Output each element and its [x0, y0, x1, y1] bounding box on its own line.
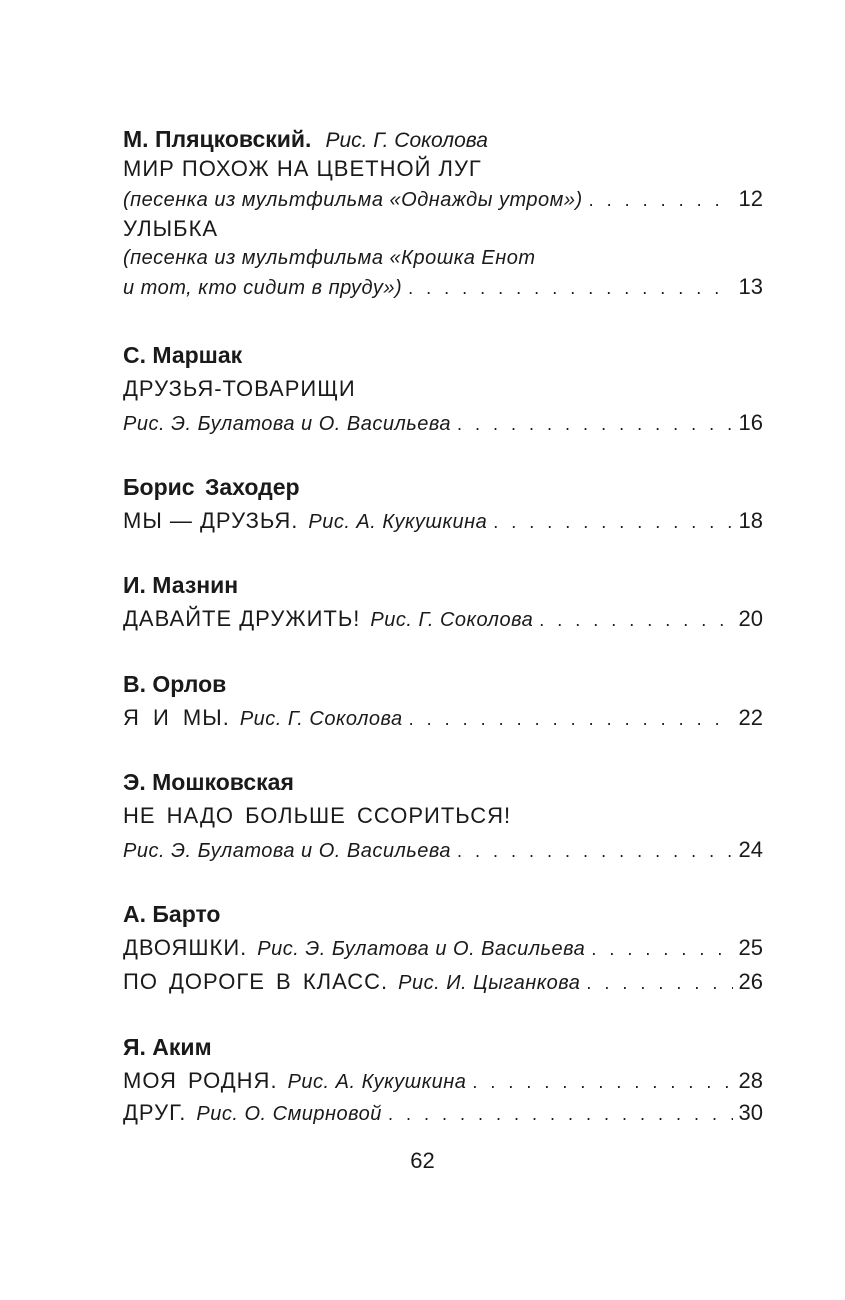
- poem-subtitle: и тот, кто сидит в пруду»): [123, 277, 403, 299]
- author-name: В. Орлов: [123, 671, 227, 697]
- poem-title-wrap: [123, 703, 403, 734]
- leader-dots: [472, 1067, 732, 1097]
- poem-title: МИР ПОХОЖ НА ЦВЕТНОЙ ЛУГ: [123, 156, 482, 181]
- page-ref: 25: [738, 935, 763, 960]
- author-name: [123, 124, 763, 154]
- leader-dots: [589, 185, 733, 215]
- toc-entry[interactable]: [123, 933, 763, 963]
- poem-subtitle: (песенка из мультфильма «Однажды утром»): [123, 189, 583, 211]
- toc-section-zakhoder: [123, 472, 763, 536]
- poem-title-wrap: [123, 933, 585, 964]
- poem-title: Я И МЫ.: [123, 705, 230, 730]
- poem-title-wrap: [123, 1066, 466, 1097]
- toc-entry[interactable]: [123, 506, 763, 536]
- toc-entry[interactable]: [123, 184, 763, 214]
- toc-entry[interactable]: [123, 967, 763, 997]
- toc-section-akim: [123, 1032, 763, 1128]
- poem-title-wrap: [123, 604, 533, 635]
- toc-section-plyatskovsky: [123, 124, 763, 302]
- poem-title: УЛЫБКА: [123, 216, 219, 241]
- illustrator-credit: Рис. Э. Булатова и О. Васильева: [123, 413, 452, 435]
- leader-dots: [591, 934, 732, 964]
- toc-entry[interactable]: [123, 703, 763, 733]
- illustrator-credit: Рис. Г. Соколова: [239, 708, 403, 730]
- leader-dots: [457, 836, 732, 866]
- toc-entry[interactable]: [123, 1098, 763, 1128]
- page-ref: 26: [738, 969, 763, 994]
- author-name: А. Барто: [123, 901, 221, 927]
- author-name: С. Маршак: [123, 342, 243, 368]
- leader-dots: [408, 273, 732, 303]
- poem-title: ДВОЯШКИ.: [123, 935, 248, 960]
- leader-dots: [493, 507, 732, 537]
- illustrator-credit: Рис. Г. Соколова: [325, 129, 488, 152]
- author-name: Э. Мошковская: [123, 769, 294, 795]
- poem-title: ДАВАЙТЕ ДРУЖИТЬ!: [123, 606, 361, 631]
- toc-entry[interactable]: [123, 604, 763, 634]
- toc-section-marshak: [123, 340, 763, 438]
- toc-entry[interactable]: [123, 1066, 763, 1096]
- page-ref: 16: [738, 410, 763, 435]
- leader-dots: [539, 605, 732, 635]
- page-ref: 22: [738, 705, 763, 730]
- author-name: Борис Заходер: [123, 474, 300, 500]
- author-label: М. Пляцковский.: [123, 126, 312, 152]
- leader-dots: [388, 1099, 733, 1129]
- toc-section-maznin: [123, 570, 763, 634]
- poem-subtitle: (песенка из мультфильма «Крошка Енот: [123, 247, 536, 269]
- poem-title: МОЯ РОДНЯ.: [123, 1068, 278, 1093]
- toc-section-barto: [123, 899, 763, 997]
- page-ref: 20: [738, 606, 763, 631]
- leader-dots: [409, 704, 733, 734]
- toc-entry[interactable]: [123, 835, 763, 865]
- illustrator-credit: Рис. О. Смирновой: [196, 1103, 382, 1125]
- author-name: И. Мазнин: [123, 572, 239, 598]
- toc-entry[interactable]: [123, 408, 763, 438]
- page-ref: 30: [738, 1100, 763, 1125]
- illustrator-credit: Рис. Г. Соколова: [370, 609, 534, 631]
- page-ref: 24: [738, 837, 763, 862]
- poem-title: ДРУГ.: [123, 1100, 187, 1125]
- poem-title-wrap: [123, 967, 580, 998]
- illustrator-credit: Рис. И. Цыганкова: [398, 972, 581, 994]
- poem-title: МЫ — ДРУЗЬЯ.: [123, 508, 299, 533]
- poem-title: НЕ НАДО БОЛЬШЕ ССОРИТЬСЯ!: [123, 803, 512, 828]
- poem-title: ДРУЗЬЯ-ТОВАРИЩИ: [123, 376, 356, 401]
- poem-title-wrap: [123, 1098, 382, 1129]
- illustrator-credit: Рис. Э. Булатова и О. Васильева: [123, 840, 452, 862]
- page-ref: 18: [738, 508, 763, 533]
- leader-dots: [457, 409, 732, 439]
- page-ref: 12: [738, 186, 763, 211]
- poem-title: ПО ДОРОГЕ В КЛАСС.: [123, 969, 389, 994]
- poem-title-wrap: [123, 506, 487, 537]
- leader-dots: [586, 968, 732, 998]
- illustrator-credit: Рис. Э. Булатова и О. Васильева: [257, 938, 586, 960]
- illustrator-credit: Рис. А. Кукушкина: [308, 511, 488, 533]
- page-number: 62: [410, 1148, 435, 1173]
- page-ref: 28: [738, 1068, 763, 1093]
- page-ref: 13: [738, 274, 763, 299]
- illustrator-credit: Рис. А. Кукушкина: [287, 1071, 467, 1093]
- toc-section-moshkovskaya: [123, 767, 763, 865]
- toc-entry[interactable]: [123, 272, 763, 302]
- toc-section-orlov: [123, 669, 763, 733]
- author-name: Я. Аким: [123, 1034, 212, 1060]
